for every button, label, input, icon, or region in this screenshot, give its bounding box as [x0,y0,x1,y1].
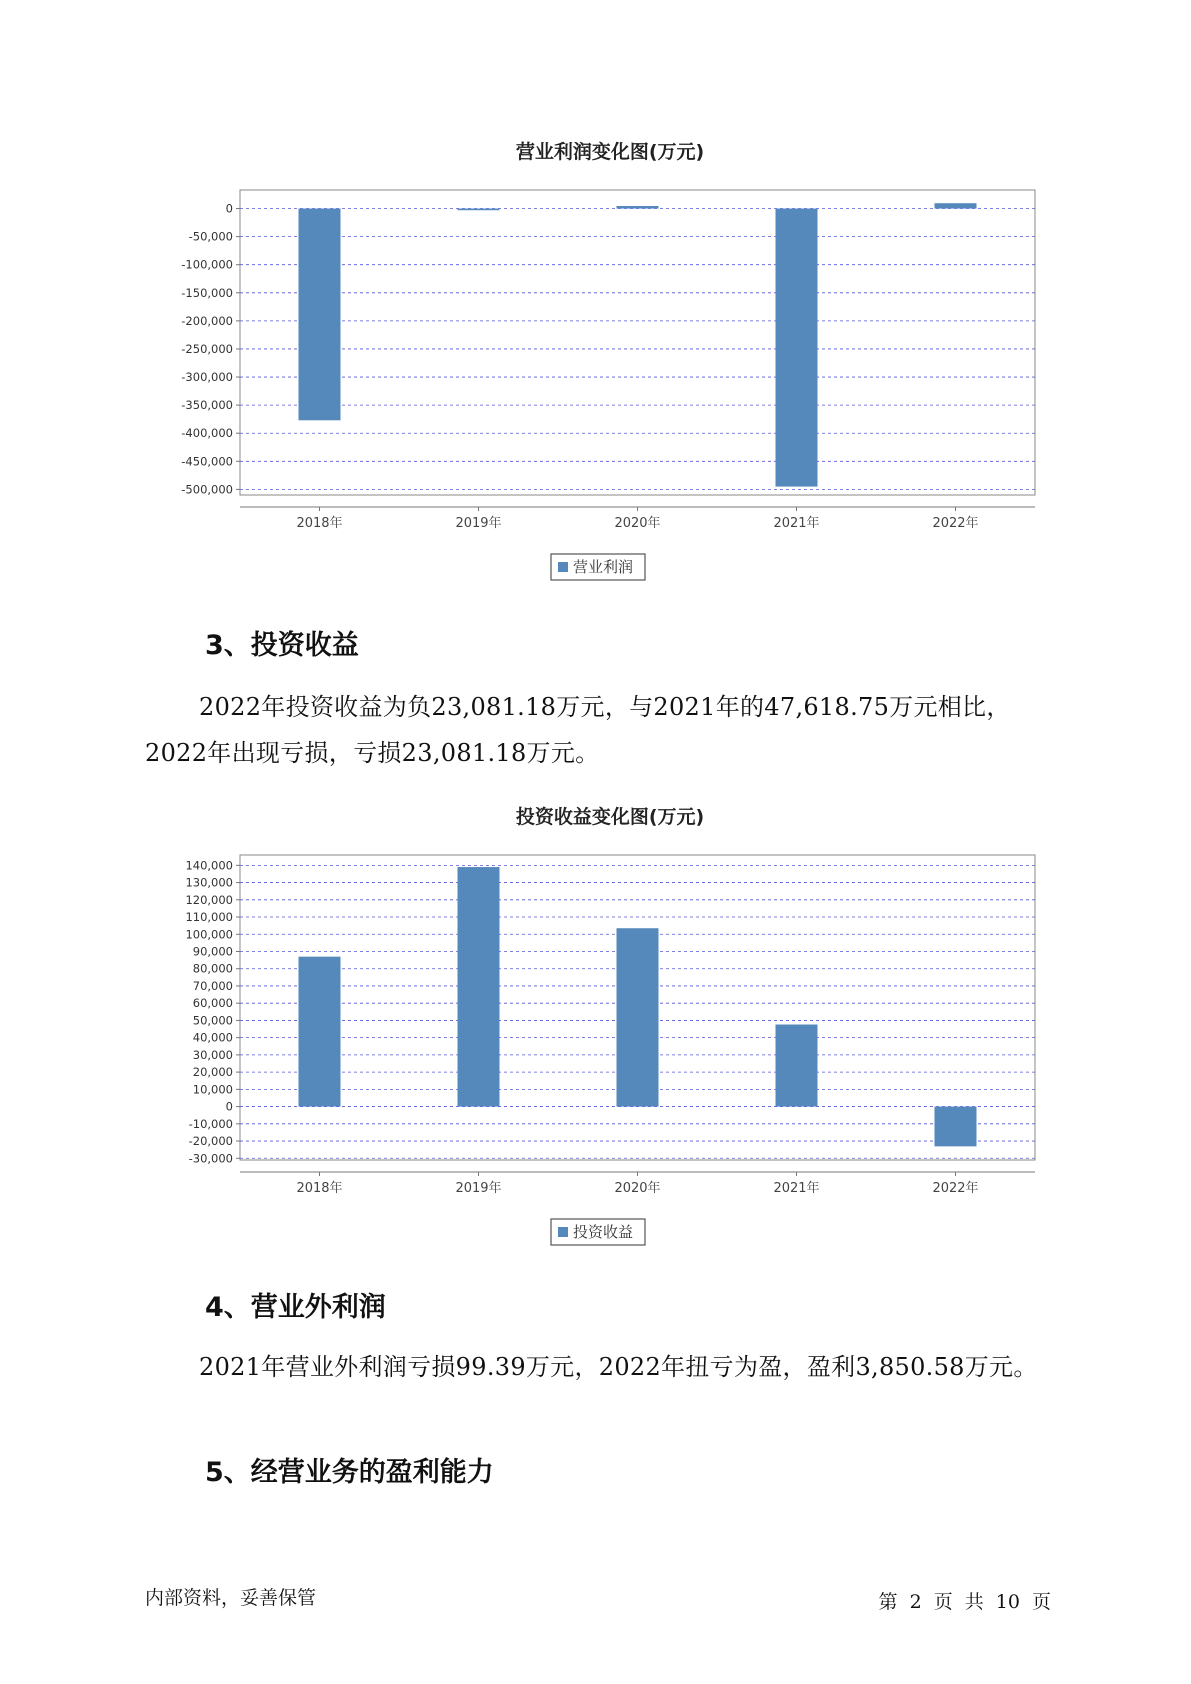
legend-label: 营业利润 [573,558,634,576]
x-tick-label: 2020年 [614,1181,661,1196]
x-tick-label: 2019年 [455,516,502,531]
y-tick-label: 120,000 [185,892,233,907]
y-tick-label: 0 [225,201,233,216]
y-tick-label: -30,000 [188,1151,233,1166]
y-tick-label: -10,000 [188,1116,233,1131]
investment-income-chart [140,795,1040,1255]
x-tick-label: 2018年 [296,516,343,531]
x-tick-label: 2021年 [773,1181,820,1196]
bar-2021年 [776,1025,818,1107]
y-tick-label: 30,000 [192,1047,233,1062]
investment-income-chart-svg [140,795,1040,1255]
y-tick-label: -20,000 [188,1134,233,1149]
x-tick-label: 2021年 [773,516,820,531]
y-tick-label: 80,000 [192,961,233,976]
y-tick-label: 60,000 [192,996,233,1011]
y-tick-label: -350,000 [181,398,233,413]
y-tick-label: -250,000 [181,341,233,356]
y-tick-label: 140,000 [185,858,233,873]
chart-title: 投资收益变化图(万元) [515,806,705,828]
y-tick-label: 100,000 [185,927,233,942]
y-tick-label: 40,000 [192,1030,233,1045]
bar-2018年 [299,957,341,1107]
y-tick-label: -500,000 [181,482,233,497]
legend [551,1219,645,1245]
section-5-heading: 5、经营业务的盈利能力 [205,1457,494,1488]
bar-2020年 [617,928,659,1106]
section-3-heading: 3、投资收益 [205,630,359,661]
plot-area [240,190,1035,495]
bar-2019年 [458,209,500,211]
y-tick-label: -400,000 [181,426,233,441]
x-tick-label: 2019年 [455,1181,502,1196]
y-tick-label: 20,000 [192,1065,233,1080]
x-tick-label: 2022年 [932,1181,979,1196]
bar-2020年 [617,206,659,209]
y-tick-label: 70,000 [192,978,233,993]
bar-2021年 [776,209,818,487]
footer-confidential-note: 内部资料，妥善保管 [145,1587,317,1609]
y-tick-label: -150,000 [181,285,233,300]
legend [551,554,645,580]
chart-title: 营业利润变化图(万元) [515,141,705,163]
x-tick-label: 2018年 [296,1181,343,1196]
legend-label: 投资收益 [573,1223,634,1241]
y-tick-label: 10,000 [192,1082,233,1097]
y-tick-label: 90,000 [192,944,233,959]
bar-2019年 [458,867,500,1107]
y-tick-label: -200,000 [181,313,233,328]
section-4-paragraph: 2021年营业外利润亏损99.39万元，2022年扭亏为盈，盈利3,850.58万元。 [199,1353,1038,1381]
x-tick-label: 2022年 [932,516,979,531]
y-tick-label: -300,000 [181,370,233,385]
bar-2018年 [299,209,341,421]
legend-swatch [558,1227,568,1237]
y-tick-label: -50,000 [188,229,233,244]
bar-2022年 [935,203,977,208]
y-tick-label: 50,000 [192,1013,233,1028]
x-tick-label: 2020年 [614,516,661,531]
section-4-heading: 4、营业外利润 [205,1292,386,1323]
y-tick-label: 110,000 [185,910,233,925]
y-tick-label: -100,000 [181,257,233,272]
footer-page-number: 第 2 页 共 10 页 [878,1591,1051,1613]
y-tick-label: -450,000 [181,454,233,469]
operating-profit-chart-svg [140,130,1040,590]
y-tick-label: 0 [225,1099,233,1114]
y-tick-label: 130,000 [185,875,233,890]
bar-2022年 [935,1107,977,1147]
section-3-paragraph: 2022年投资收益为负23,081.18万元，与2021年的47,618.75万元相比，2022年出现亏损，亏损23,081.18万元。 [145,693,1011,767]
legend-swatch [558,562,568,572]
operating-profit-chart [140,130,1040,590]
